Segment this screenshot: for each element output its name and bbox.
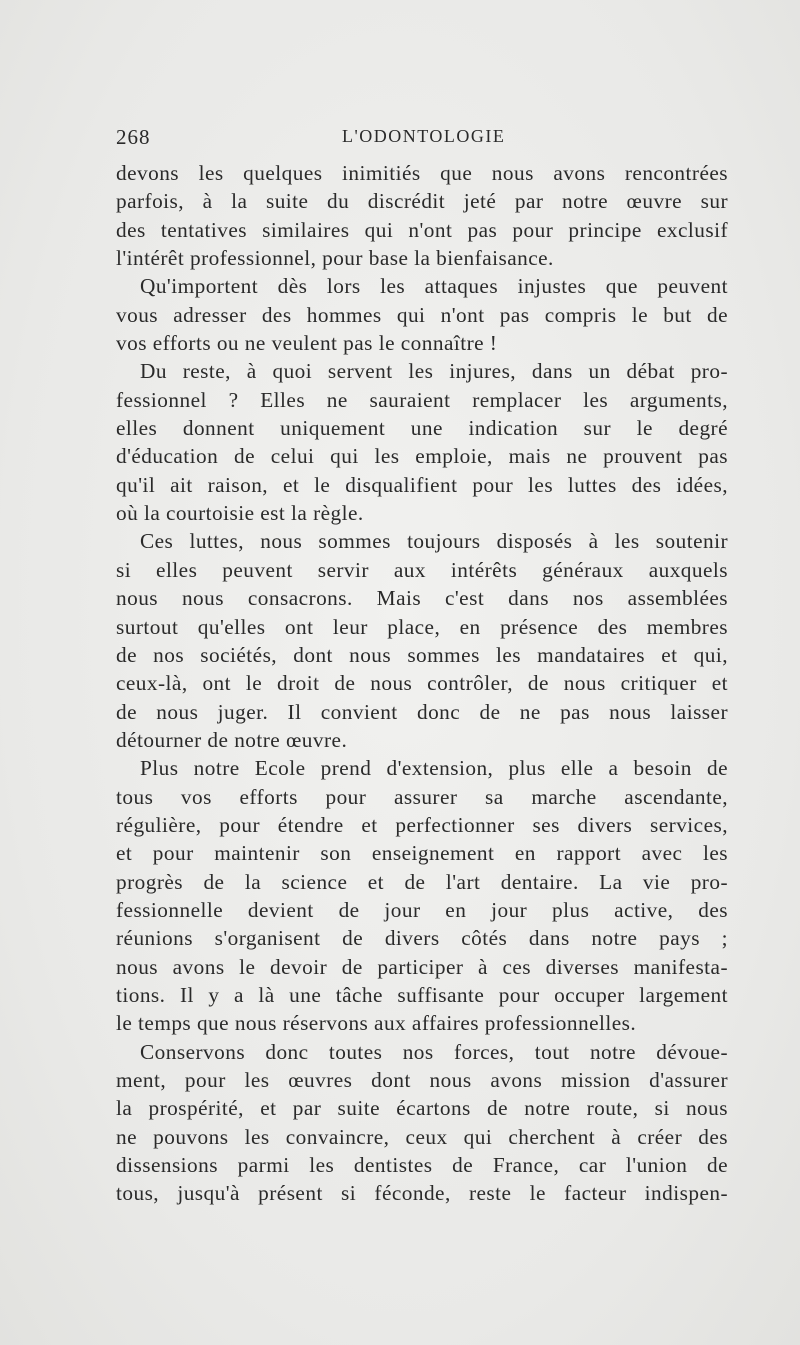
text-line: réunions s'organisent de divers côtés dans notre pays ; <box>116 926 728 951</box>
text-line: le temps que nous réservons aux affaires professionnelles. <box>116 1011 637 1036</box>
text-line: devons les quelques inimitiés que nous avons rencontrées <box>116 161 728 185</box>
text-line: ceux-là, ont le droit de nous contrôler, de nous critiquer et <box>116 671 728 696</box>
text-line: régulière, pour étendre et perfectionner ses divers services, <box>116 812 728 837</box>
text-line: Qu'importent dès lors les attaques injustes que peuvent <box>140 274 728 299</box>
text-line: de nos sociétés, dont nous sommes les mandataires et qui, <box>116 642 728 667</box>
text-line: ment, pour les œuvres dont nous avons mission d'assurer <box>116 1068 728 1092</box>
text-line: Plus notre Ecole prend d'extension, plus elle a besoin de <box>140 756 728 781</box>
page-header <box>116 125 728 155</box>
text-line: si elles peuvent servir aux intérêts généraux auxquels <box>116 557 728 582</box>
text-line: fessionnel ? Elles ne sauraient remplacer les arguments, <box>116 387 728 412</box>
text-line: où la courtoisie est la règle. <box>116 501 364 526</box>
running-head: L'ODONTOLOGIE <box>342 126 506 146</box>
text-line: Du reste, à quoi servent les injures, dans un débat pro- <box>140 359 728 384</box>
text-line: qu'il ait raison, et le disqualifient pour les luttes des idées, <box>116 472 728 497</box>
text-line: l'intérêt professionnel, pour base la bienfaisance. <box>116 246 554 271</box>
body-text <box>116 159 728 1208</box>
text-line: tions. Il y a là une tâche suffisante pour occuper largement <box>116 982 728 1007</box>
text-line: progrès de la science et de l'art dentaire. La vie pro- <box>116 869 728 894</box>
text-line: Ces luttes, nous sommes toujours disposés à les soutenir <box>140 529 728 554</box>
text-line: elles donnent uniquement une indication sur le degré <box>116 416 728 441</box>
text-line: et pour maintenir son enseignement en rapport avec les <box>116 841 728 866</box>
text-line: fessionnelle devient de jour en jour plus active, des <box>116 897 728 922</box>
text-line: d'éducation de celui qui les emploie, mais ne prouvent pas <box>116 444 728 469</box>
text-line: détourner de notre œuvre. <box>116 727 348 752</box>
text-line: vous adresser des hommes qui n'ont pas compris le but de <box>116 302 728 327</box>
text-line: tous, jusqu'à présent si féconde, reste le facteur indispen- <box>116 1181 728 1206</box>
text-line: Conservons donc toutes nos forces, tout notre dévoue- <box>140 1039 728 1064</box>
text-line: ne pouvons les convaincre, ceux qui cherchent à créer des <box>116 1124 728 1149</box>
page-number: 268 <box>116 125 151 149</box>
text-line: de nous juger. Il convient donc de ne pas nous laisser <box>116 699 728 724</box>
text-line: dissensions parmi les dentistes de France, car l'union de <box>116 1153 728 1178</box>
text-line: nous nous consacrons. Mais c'est dans nos assemblées <box>116 586 728 611</box>
text-line: des tentatives similaires qui n'ont pas pour principe exclusif <box>116 217 728 242</box>
text-line: tous vos efforts pour assurer sa marche ascendante, <box>116 784 728 809</box>
text-line: la prospérité, et par suite écartons de notre route, si nous <box>116 1096 728 1121</box>
text-line: parfois, à la suite du discrédit jeté par notre œuvre sur <box>116 189 728 214</box>
text-line: vos efforts ou ne veulent pas le connaître ! <box>116 331 498 356</box>
text-line: nous avons le devoir de participer à ces diverses manifesta- <box>116 954 728 979</box>
text-line: surtout qu'elles ont leur place, en présence des membres <box>116 614 728 639</box>
